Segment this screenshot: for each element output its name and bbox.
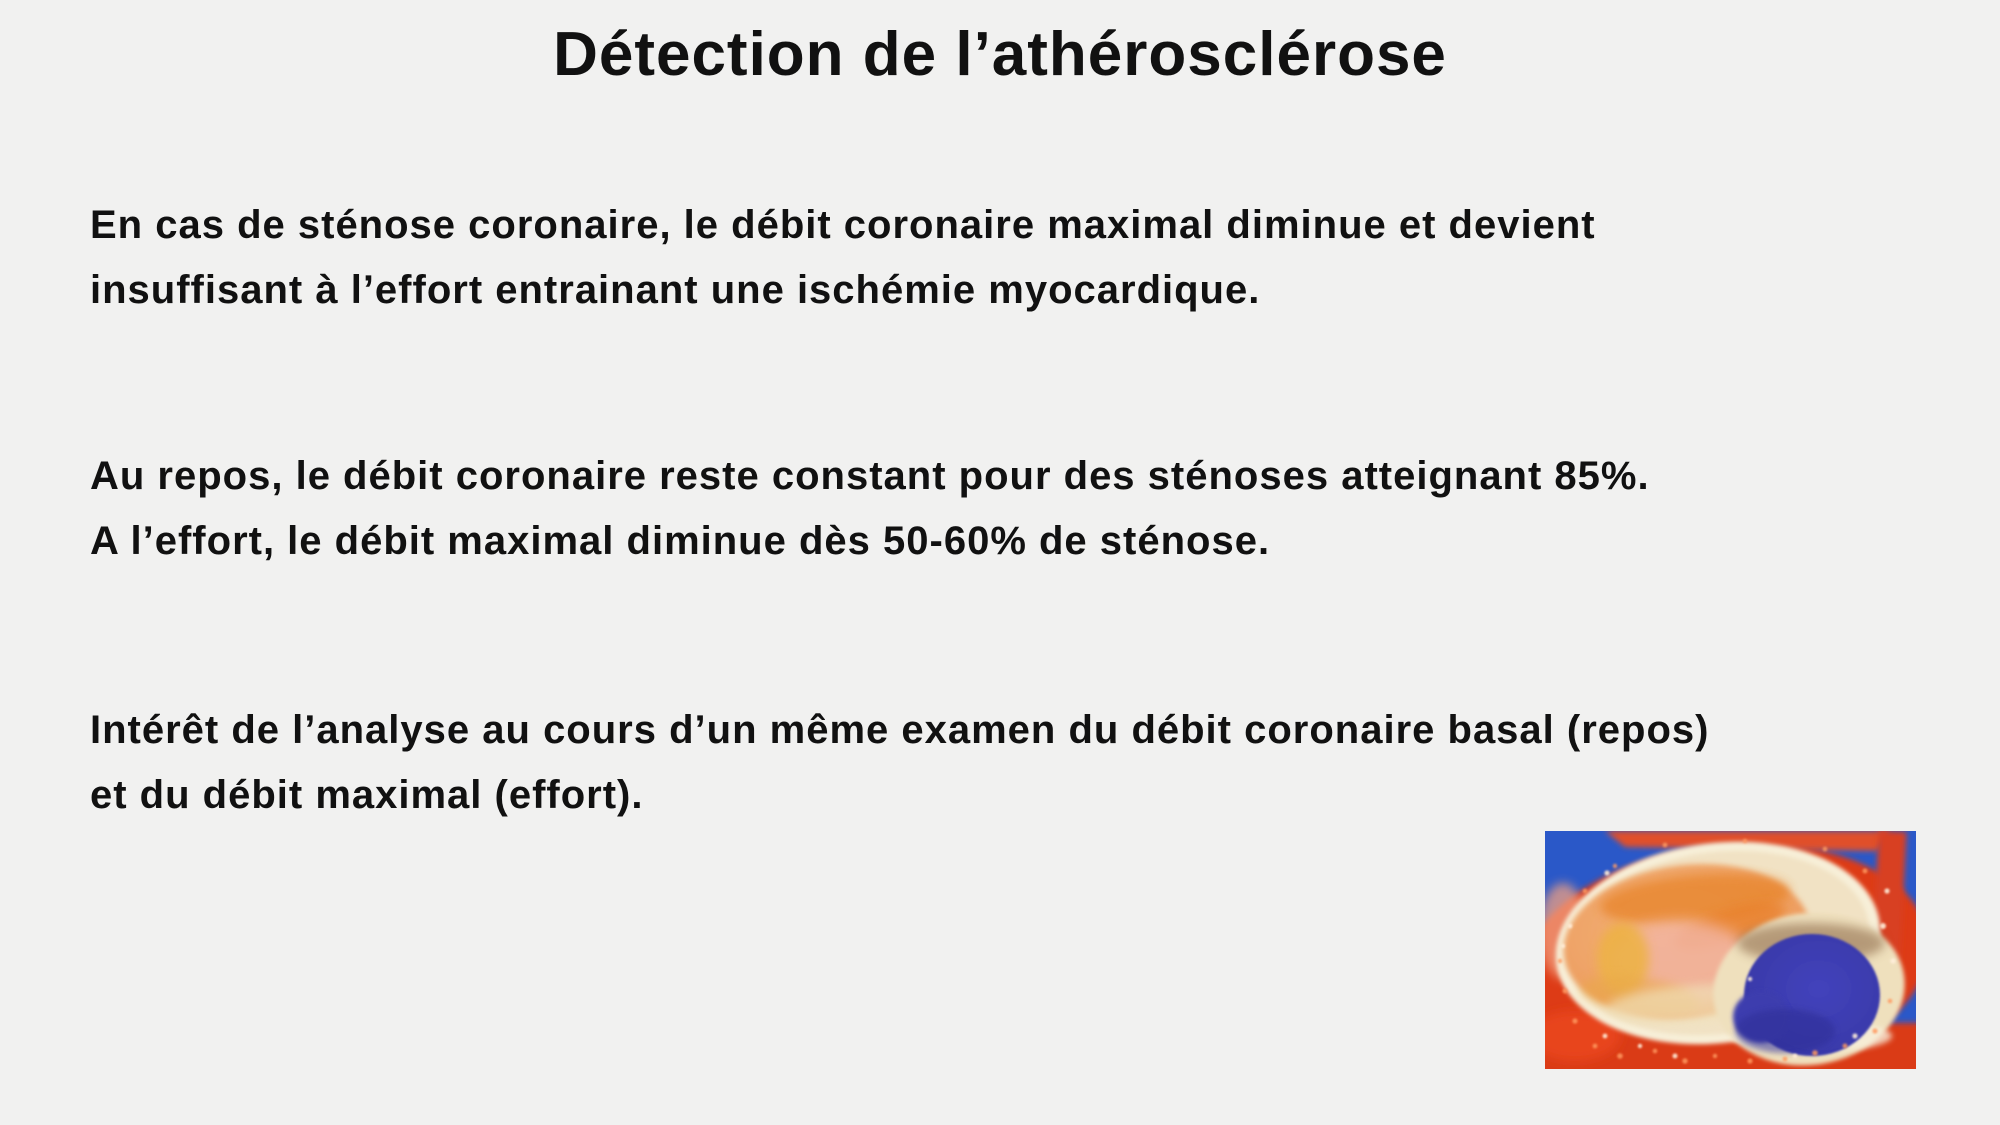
text-line: et du débit maximal (effort). (90, 773, 644, 817)
paragraph-stenose (90, 193, 1596, 323)
text-line: insuffisant à l’effort entrainant une ischémie myocardique. (90, 268, 1261, 312)
paragraph-interet-analyse (90, 698, 1709, 828)
slide-title: Détection de l’athérosclérose (553, 20, 1447, 89)
text-line: Au repos, le débit coronaire reste constant pour des sténoses atteignant 85%. (90, 454, 1650, 498)
artery-cross-section-drawing (1545, 831, 1916, 1069)
paragraph-repos-effort (90, 444, 1650, 574)
text-line: En cas de sténose coronaire, le débit coronaire maximal diminue et devient (90, 203, 1596, 247)
text-line: A l’effort, le débit maximal diminue dès 50-60% de sténose. (90, 519, 1271, 563)
artery-cross-section-image (1545, 831, 1916, 1069)
text-line: Intérêt de l’analyse au cours d’un même examen du débit coronaire basal (repos) (90, 708, 1710, 752)
